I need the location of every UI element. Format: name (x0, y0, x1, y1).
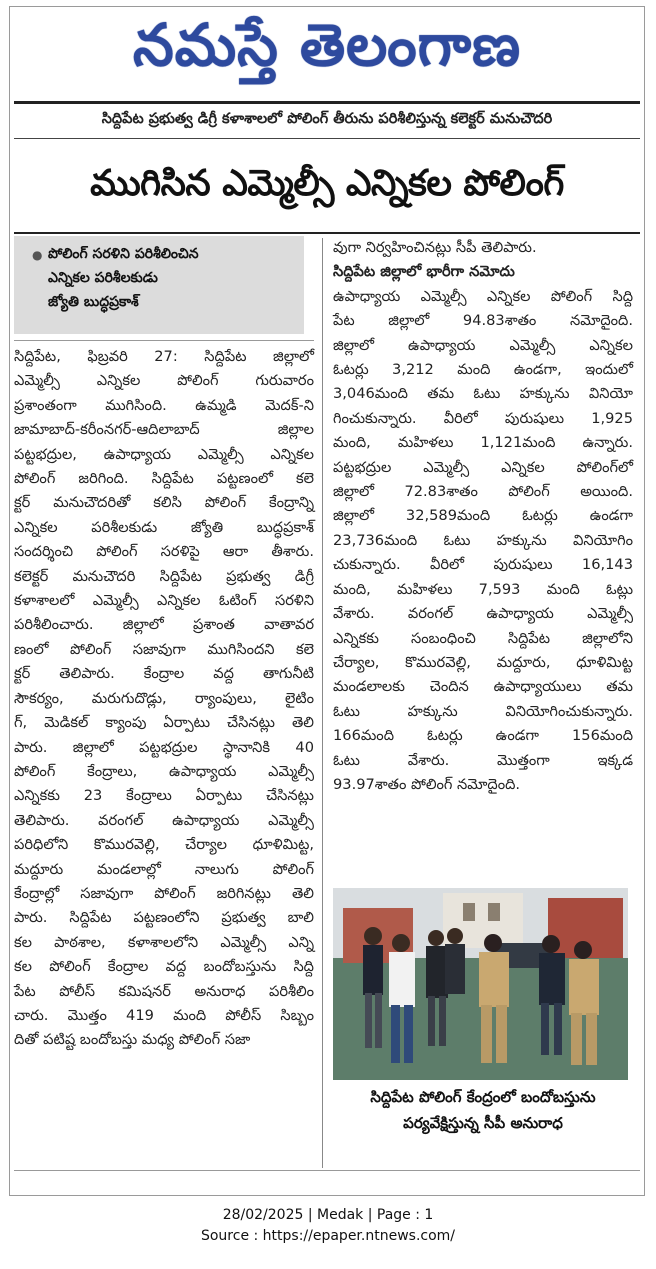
right-column-line: జిల్లాలో 72.83శాతం పోలింగ్ అయింది. (333, 483, 633, 501)
left-column-line: క్టర్ తెలిపారు. కేంద్రాల వద్ద తాగునీటి (14, 665, 314, 683)
left-column-body (14, 345, 314, 1053)
right-lead-line: వుగా నిర్వహించినట్లు సీపీ తెలిపారు. (333, 239, 537, 256)
right-column-line: 3,046మంది తమ ఓటు హక్కును వినియో (333, 385, 633, 403)
left-column-line: పారు. జిల్లాలో పట్టభద్రుల స్థానానికి 40 (14, 738, 314, 756)
photo-caption (333, 1084, 633, 1136)
right-column-line: పేట జిల్లాలో 94.83శాతం నమోదైంది. (333, 312, 633, 330)
left-column-line: చారు. మొత్తం 419 మంది పోలీస్ సిబ్బం (14, 1006, 314, 1024)
column-divider (322, 238, 323, 1168)
right-column-line: జిల్లాలో 32,589మంది ఓటర్లు ఉండగా (333, 507, 633, 525)
left-column-line: సందర్శించి పోలింగ్ సరళిపై ఆరా తీశారు. (14, 543, 314, 561)
highlight-box (14, 236, 304, 334)
caption-line: సిద్దిపేట పోలింగ్ కేంద్రంలో బందోబస్తును (370, 1088, 596, 1106)
left-column-line: పేట పోలీస్ కమిషనర్ అనురాధ పరిశీలిం (14, 982, 314, 1000)
left-column-line: సిద్దిపేట, ఫిబ్రవరి 27: సిద్దిపేట జిల్లాలో (14, 348, 314, 365)
right-column-line: మంది, మహిళలు 1,121మంది ఉన్నారు. (333, 434, 633, 452)
footer-source-line: Source : https://epaper.ntnews.com/ (200, 1228, 456, 1244)
highlight-rule (14, 340, 314, 341)
left-column-line: కల పాఠశాల, కళాశాలలోని ఎమ్మెల్సీ ఎన్ని (14, 933, 314, 951)
left-column-line: పోలింగ్ జరిగింది. సిద్దిపేట పట్టణంలో కలె (14, 470, 314, 488)
headline-rule (14, 232, 640, 234)
photo-police-officers (333, 888, 628, 1080)
left-column-line: దితో పటిష్ట బందోబస్తు మధ్య పోలింగ్ సజా (14, 1031, 251, 1049)
news-photo (333, 888, 628, 1080)
left-column-line: పరిశీలించారు. జిల్లాలో ప్రశాంత వాతావర (14, 616, 314, 634)
right-column-line: వేశారు. వరంగల్ ఉపాధ్యాయ ఎమ్మెల్సీ (333, 605, 633, 623)
right-column-line: మంది, మహిళలు 7,593 మంది ఓట్లు (333, 580, 633, 598)
right-column-line: జిల్లాలో ఉపాధ్యాయ ఎమ్మెల్సీ ఎన్నికల (333, 336, 633, 354)
right-column-line: 23,736మంది ఓటు హక్కును వినియోగిం (333, 531, 633, 549)
right-column-line: పట్టభద్రుల ఎమ్మెల్సీ ఎన్నికల పోలింగ్‌లో (333, 458, 633, 476)
right-subheading: సిద్దిపేట జిల్లాలో భారీగా నమోదు (333, 263, 515, 281)
left-column-line: కళాశాలలో ఎమ్మెల్సీ ఎన్నికల ఓటింగ్ సరళిని (14, 592, 314, 610)
left-column-line: ణంలో పోలింగ్ సజావుగా ముగిసిందని కలె (14, 640, 314, 658)
right-column-line: చేర్యాల, కొమురవెల్లి, మద్దూరు, ధూళిమిట్ట (333, 653, 633, 671)
left-column-line: గ్, మెడికల్ క్యాంపు ఏర్పాటు చేసినట్లు తెలి (14, 714, 314, 732)
left-column-line: పోలింగ్ కేంద్రాలు, ఉపాధ్యాయ ఎమ్మెల్సీ (14, 762, 314, 780)
left-column-line: కేంద్రాల్లో సజావుగా పోలింగ్ జరిగినట్లు తెలి (14, 884, 314, 902)
bottom-rule (14, 1170, 640, 1171)
masthead-logo: నమస్తే తెలంగాణ (133, 10, 521, 79)
right-column-body (333, 236, 633, 797)
left-column-line: ఎన్నికల పరిశీలకుడు జ్యోతి బుద్ధప్రకాశ్ (14, 518, 314, 536)
left-column-line: పరిధిలోని కొమురవెల్లి, చేర్యాల ధూళిమిట్ట, (14, 836, 314, 854)
right-column-line: గించుకున్నారు. వీరిలో పురుషులు 1,925 (333, 409, 633, 427)
kicker-rule (14, 138, 640, 139)
left-column-line: తెలిపారు. వరంగల్ ఉపాధ్యాయ ఎమ్మెల్సీ (14, 811, 314, 829)
highlight-line: జ్యోతి బుద్ధప్రకాశ్ (48, 294, 139, 310)
right-column-line: ఉపాధ్యాయ ఎమ్మెల్సీ ఎన్నికల పోలింగ్ సిద్ది (333, 287, 633, 305)
bullet-icon: ● (32, 248, 43, 262)
newspaper-masthead (9, 6, 645, 98)
left-column-line: సౌకర్యం, మరుగుదొడ్లు, ర్యాంపులు, లైటిం (14, 689, 314, 707)
right-column-line: మండలాలకు చెందిన ఉపాధ్యాయులు తమ (333, 678, 633, 696)
left-column-line: ఎన్నికకు 23 కేంద్రాలు ఏర్పాటు చేసినట్లు (14, 787, 314, 805)
right-column-line: 93.97శాతం పోలింగ్ నమోదైంది. (333, 775, 521, 793)
left-column-line: ఎమ్మెల్సీ ఎన్నికల పోలింగ్ గురువారం (14, 372, 314, 390)
right-column-line: చుకున్నారు. వీరిలో పురుషులు 16,143 (333, 556, 633, 574)
left-column-line: కల పోలింగ్ కేంద్రాల వద్ద బందోబస్తును సిద్ది (14, 958, 314, 976)
right-column-line: ఓటర్లు 3,212 మంది ఉండగా, ఇందులో (333, 361, 633, 379)
left-column-line: ప్రశాంతంగా ముగిసింది. ఉమ్మడి మెదక్-ని (14, 396, 314, 414)
right-column-line: ఓటు వేశారు. మొత్తంగా ఇక్కడ (333, 751, 633, 769)
page-footer (0, 1205, 656, 1247)
caption-line: పర్యవేక్షిస్తున్న సీపీ అనురాధ (403, 1114, 563, 1132)
kicker-line: సిద్దిపేట ప్రభుత్వ డిగ్రీ కళాశాలలో పోలింగ్ తీరును పరిశీలిస్తున్న కలెక్టర్ మనుచౌదరి (101, 111, 553, 127)
left-column-line: క్టర్ మనుచౌదరితో కలిసి పోలింగ్ కేంద్రాన్ని (14, 494, 314, 512)
right-column-lines (333, 285, 633, 798)
right-column-line: 166మంది ఓటర్లు ఉండగా 156మంది (333, 727, 633, 745)
highlight-line: పోలింగ్ సరళిని పరిశీలించిన (48, 246, 199, 262)
highlight-text (48, 242, 199, 314)
left-column-line: మద్దూరు మండలాల్లో నాలుగు పోలింగ్ (14, 860, 314, 878)
left-column-line: పట్టభద్రుల, ఉపాధ్యాయ ఎమ్మెల్సీ ఎన్నికల (14, 445, 314, 463)
article-headline: ముగిసిన ఎమ్మెల్సీ ఎన్నికల పోలింగ్ (90, 163, 564, 204)
highlight-line: ఎన్నికల పరిశీలకుడు (48, 270, 158, 286)
right-column-line: ఓటు హక్కును వినియోగించుకున్నారు. (333, 702, 633, 720)
right-column-line: ఎన్నికకు సంబంధించి సిద్దిపేట జిల్లాలోని (333, 629, 633, 647)
left-column-line: కలెక్టర్ మనుచౌదరి సిద్దిపేట ప్రభుత్వ డిగ్రీ (14, 567, 314, 585)
left-column-line: జామాబాద్-కరీంనగర్-ఆదిలాబాద్ జిల్లాల (14, 421, 314, 439)
footer-date-line: 28/02/2025 | Medak | Page : 1 (222, 1207, 434, 1223)
left-column-line: పారు. సిద్దిపేట పట్టణంలోని ప్రభుత్వ బాలి (14, 909, 314, 927)
